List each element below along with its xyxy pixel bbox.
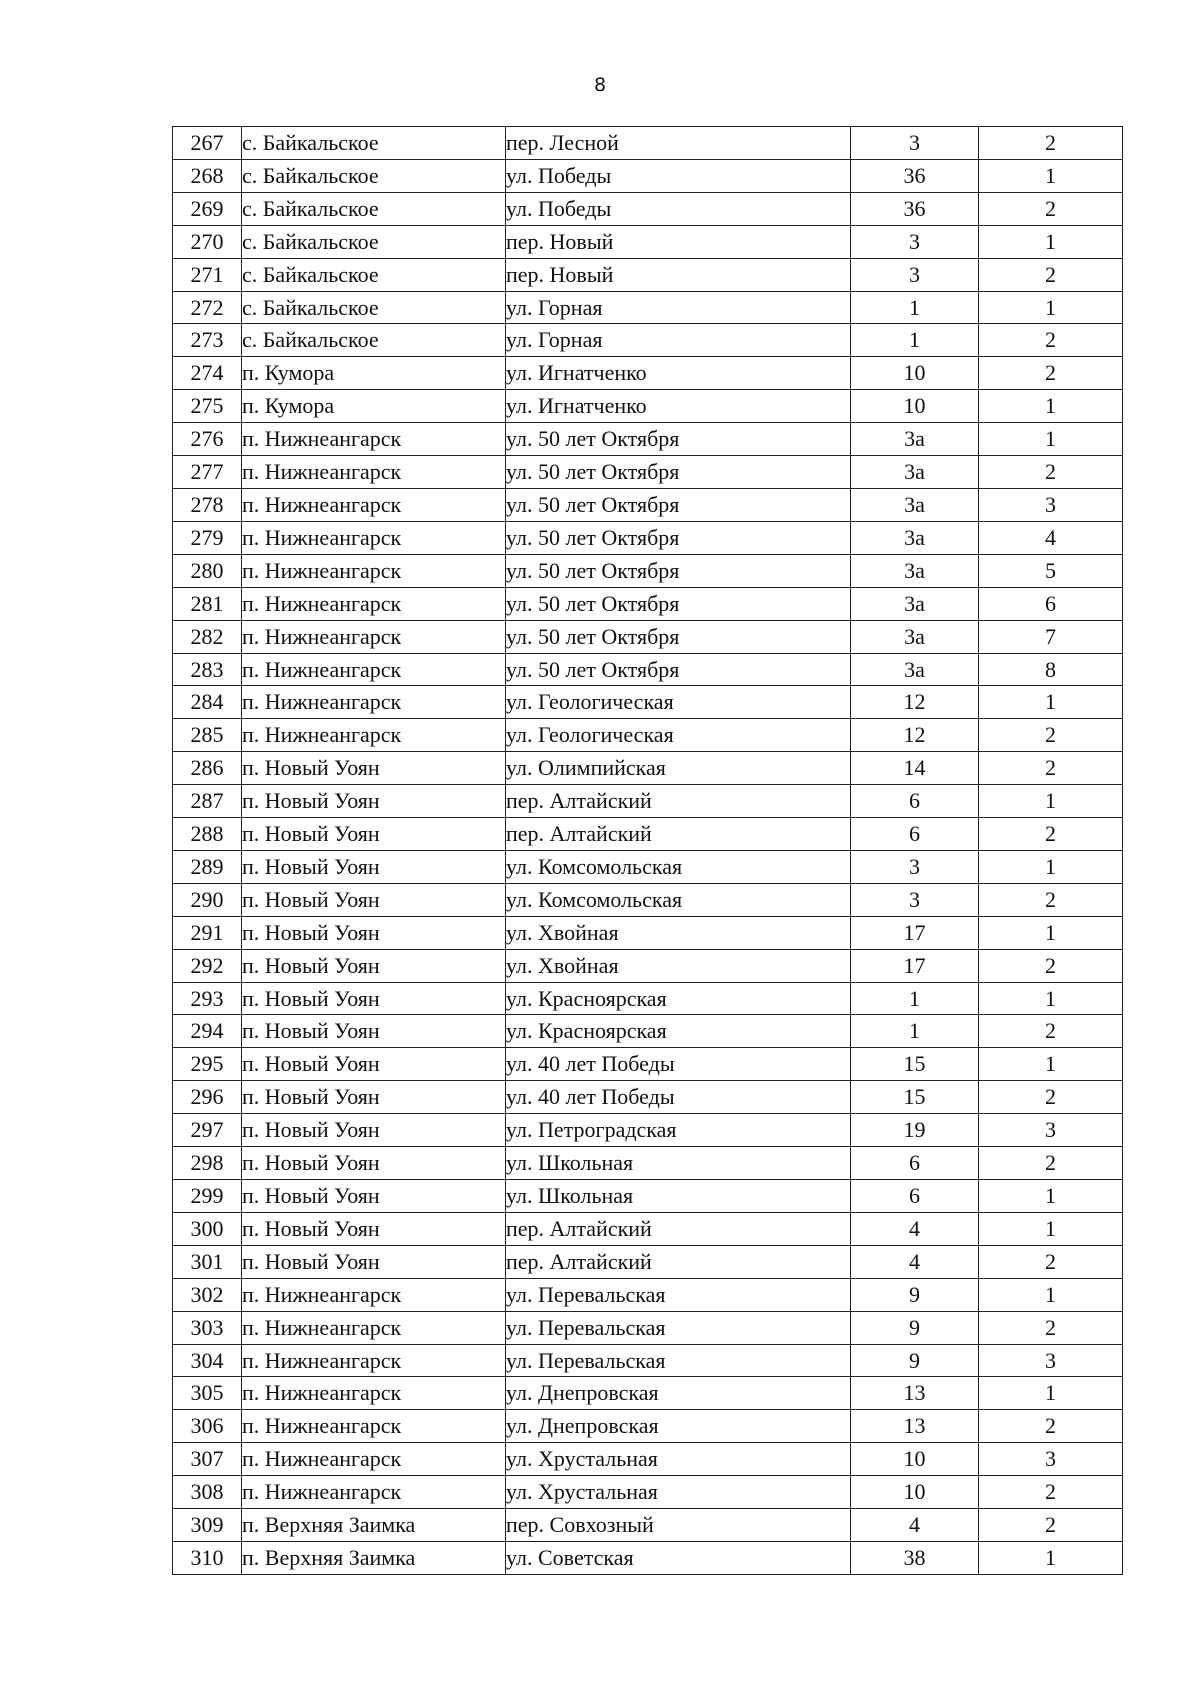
street-cell: ул. Игнатченко xyxy=(506,390,851,423)
house-number-cell: 3 xyxy=(851,883,979,916)
row-number-cell: 307 xyxy=(173,1443,242,1476)
apartment-number-cell: 2 xyxy=(979,357,1123,390)
row-number-cell: 309 xyxy=(173,1509,242,1542)
locality-cell: п. Новый Уоян xyxy=(242,1180,506,1213)
apartment-number-cell: 2 xyxy=(979,324,1123,357)
locality-cell: п. Нижнеангарск xyxy=(242,554,506,587)
street-cell: пер. Лесной xyxy=(506,127,851,160)
row-number-cell: 289 xyxy=(173,850,242,883)
locality-cell: п. Нижнеангарск xyxy=(242,456,506,489)
apartment-number-cell: 2 xyxy=(979,1410,1123,1443)
house-number-cell: 1 xyxy=(851,324,979,357)
apartment-number-cell: 1 xyxy=(979,916,1123,949)
apartment-number-cell: 1 xyxy=(979,1278,1123,1311)
row-number-cell: 287 xyxy=(173,785,242,818)
apartment-number-cell: 2 xyxy=(979,1015,1123,1048)
row-number-cell: 278 xyxy=(173,488,242,521)
row-number-cell: 286 xyxy=(173,752,242,785)
apartment-number-cell: 2 xyxy=(979,1476,1123,1509)
house-number-cell: 3а xyxy=(851,456,979,489)
apartment-number-cell: 1 xyxy=(979,423,1123,456)
street-cell: ул. 50 лет Октября xyxy=(506,521,851,554)
table-row xyxy=(173,1541,1123,1574)
table-row xyxy=(173,258,1123,291)
row-number-cell: 293 xyxy=(173,982,242,1015)
house-number-cell: 15 xyxy=(851,1048,979,1081)
house-number-cell: 36 xyxy=(851,192,979,225)
street-cell: ул. 40 лет Победы xyxy=(506,1081,851,1114)
house-number-cell: 19 xyxy=(851,1114,979,1147)
row-number-cell: 310 xyxy=(173,1541,242,1574)
table-row xyxy=(173,390,1123,423)
table-row xyxy=(173,1377,1123,1410)
table-row xyxy=(173,916,1123,949)
apartment-number-cell: 1 xyxy=(979,686,1123,719)
locality-cell: п. Нижнеангарск xyxy=(242,686,506,719)
table-row xyxy=(173,1180,1123,1213)
table-row xyxy=(173,752,1123,785)
table-row xyxy=(173,521,1123,554)
table-row xyxy=(173,127,1123,160)
locality-cell: п. Новый Уоян xyxy=(242,818,506,851)
house-number-cell: 3а xyxy=(851,587,979,620)
apartment-number-cell: 1 xyxy=(979,785,1123,818)
house-number-cell: 36 xyxy=(851,159,979,192)
apartment-number-cell: 2 xyxy=(979,192,1123,225)
apartment-number-cell: 2 xyxy=(979,883,1123,916)
house-number-cell: 6 xyxy=(851,785,979,818)
house-number-cell: 14 xyxy=(851,752,979,785)
locality-cell: п. Кумора xyxy=(242,357,506,390)
street-cell: ул. Комсомольская xyxy=(506,850,851,883)
row-number-cell: 292 xyxy=(173,949,242,982)
locality-cell: п. Новый Уоян xyxy=(242,883,506,916)
street-cell: ул. Школьная xyxy=(506,1147,851,1180)
locality-cell: п. Новый Уоян xyxy=(242,916,506,949)
locality-cell: п. Новый Уоян xyxy=(242,785,506,818)
locality-cell: с. Байкальское xyxy=(242,258,506,291)
house-number-cell: 4 xyxy=(851,1212,979,1245)
table-row xyxy=(173,1476,1123,1509)
row-number-cell: 300 xyxy=(173,1212,242,1245)
locality-cell: п. Нижнеангарск xyxy=(242,1377,506,1410)
row-number-cell: 273 xyxy=(173,324,242,357)
page-number: 8 xyxy=(593,74,607,96)
apartment-number-cell: 1 xyxy=(979,390,1123,423)
locality-cell: п. Верхняя Заимка xyxy=(242,1541,506,1574)
street-cell: пер. Новый xyxy=(506,225,851,258)
house-number-cell: 1 xyxy=(851,291,979,324)
table-row xyxy=(173,620,1123,653)
table-row xyxy=(173,357,1123,390)
apartment-number-cell: 2 xyxy=(979,1081,1123,1114)
apartment-number-cell: 2 xyxy=(979,752,1123,785)
row-number-cell: 267 xyxy=(173,127,242,160)
table-row xyxy=(173,192,1123,225)
locality-cell: п. Новый Уоян xyxy=(242,949,506,982)
locality-cell: п. Нижнеангарск xyxy=(242,587,506,620)
street-cell: ул. Комсомольская xyxy=(506,883,851,916)
address-table xyxy=(172,126,1123,1575)
table-row xyxy=(173,1278,1123,1311)
locality-cell: п. Верхняя Заимка xyxy=(242,1509,506,1542)
table-row xyxy=(173,1048,1123,1081)
locality-cell: п. Новый Уоян xyxy=(242,982,506,1015)
row-number-cell: 271 xyxy=(173,258,242,291)
row-number-cell: 297 xyxy=(173,1114,242,1147)
house-number-cell: 3 xyxy=(851,127,979,160)
table-row xyxy=(173,587,1123,620)
street-cell: пер. Алтайский xyxy=(506,1245,851,1278)
house-number-cell: 12 xyxy=(851,686,979,719)
apartment-number-cell: 2 xyxy=(979,818,1123,851)
locality-cell: п. Новый Уоян xyxy=(242,1081,506,1114)
house-number-cell: 10 xyxy=(851,390,979,423)
row-number-cell: 281 xyxy=(173,587,242,620)
locality-cell: п. Нижнеангарск xyxy=(242,1344,506,1377)
locality-cell: с. Байкальское xyxy=(242,291,506,324)
table-row xyxy=(173,1410,1123,1443)
table-row xyxy=(173,1114,1123,1147)
street-cell: ул. 50 лет Октября xyxy=(506,653,851,686)
locality-cell: п. Новый Уоян xyxy=(242,1015,506,1048)
table-row xyxy=(173,1344,1123,1377)
street-cell: ул. Хвойная xyxy=(506,916,851,949)
table-row xyxy=(173,1245,1123,1278)
street-cell: ул. 40 лет Победы xyxy=(506,1048,851,1081)
apartment-number-cell: 1 xyxy=(979,225,1123,258)
house-number-cell: 1 xyxy=(851,982,979,1015)
row-number-cell: 288 xyxy=(173,818,242,851)
street-cell: ул. Днепровская xyxy=(506,1410,851,1443)
row-number-cell: 269 xyxy=(173,192,242,225)
table-row xyxy=(173,686,1123,719)
table-row xyxy=(173,653,1123,686)
street-cell: ул. Победы xyxy=(506,192,851,225)
house-number-cell: 3а xyxy=(851,554,979,587)
row-number-cell: 306 xyxy=(173,1410,242,1443)
locality-cell: п. Новый Уоян xyxy=(242,752,506,785)
row-number-cell: 283 xyxy=(173,653,242,686)
house-number-cell: 17 xyxy=(851,916,979,949)
house-number-cell: 4 xyxy=(851,1509,979,1542)
row-number-cell: 298 xyxy=(173,1147,242,1180)
locality-cell: п. Нижнеангарск xyxy=(242,521,506,554)
street-cell: ул. Геологическая xyxy=(506,686,851,719)
row-number-cell: 294 xyxy=(173,1015,242,1048)
house-number-cell: 3 xyxy=(851,258,979,291)
house-number-cell: 3 xyxy=(851,225,979,258)
locality-cell: п. Новый Уоян xyxy=(242,1114,506,1147)
apartment-number-cell: 3 xyxy=(979,488,1123,521)
apartment-number-cell: 1 xyxy=(979,1541,1123,1574)
house-number-cell: 4 xyxy=(851,1245,979,1278)
table-row xyxy=(173,850,1123,883)
house-number-cell: 6 xyxy=(851,1180,979,1213)
table-row xyxy=(173,1212,1123,1245)
locality-cell: с. Байкальское xyxy=(242,192,506,225)
house-number-cell: 17 xyxy=(851,949,979,982)
locality-cell: п. Кумора xyxy=(242,390,506,423)
street-cell: ул. 50 лет Октября xyxy=(506,423,851,456)
table-row xyxy=(173,1443,1123,1476)
house-number-cell: 13 xyxy=(851,1410,979,1443)
apartment-number-cell: 2 xyxy=(979,1509,1123,1542)
house-number-cell: 12 xyxy=(851,719,979,752)
table-row xyxy=(173,1147,1123,1180)
apartment-number-cell: 6 xyxy=(979,587,1123,620)
row-number-cell: 290 xyxy=(173,883,242,916)
table-row xyxy=(173,949,1123,982)
house-number-cell: 3а xyxy=(851,620,979,653)
apartment-number-cell: 3 xyxy=(979,1114,1123,1147)
locality-cell: п. Нижнеангарск xyxy=(242,653,506,686)
apartment-number-cell: 1 xyxy=(979,1212,1123,1245)
row-number-cell: 296 xyxy=(173,1081,242,1114)
street-cell: пер. Алтайский xyxy=(506,818,851,851)
apartment-number-cell: 1 xyxy=(979,1377,1123,1410)
row-number-cell: 303 xyxy=(173,1311,242,1344)
street-cell: ул. Перевальская xyxy=(506,1344,851,1377)
street-cell: пер. Новый xyxy=(506,258,851,291)
row-number-cell: 304 xyxy=(173,1344,242,1377)
table-row xyxy=(173,1509,1123,1542)
table-row xyxy=(173,1081,1123,1114)
street-cell: ул. Петроградская xyxy=(506,1114,851,1147)
row-number-cell: 285 xyxy=(173,719,242,752)
row-number-cell: 270 xyxy=(173,225,242,258)
table-row xyxy=(173,225,1123,258)
apartment-number-cell: 2 xyxy=(979,1245,1123,1278)
street-cell: пер. Алтайский xyxy=(506,785,851,818)
row-number-cell: 277 xyxy=(173,456,242,489)
house-number-cell: 9 xyxy=(851,1278,979,1311)
street-cell: ул. Хрустальная xyxy=(506,1476,851,1509)
apartment-number-cell: 2 xyxy=(979,1311,1123,1344)
locality-cell: п. Новый Уоян xyxy=(242,1245,506,1278)
house-number-cell: 3а xyxy=(851,423,979,456)
street-cell: ул. 50 лет Октября xyxy=(506,554,851,587)
locality-cell: п. Нижнеангарск xyxy=(242,620,506,653)
apartment-number-cell: 4 xyxy=(979,521,1123,554)
street-cell: ул. Хвойная xyxy=(506,949,851,982)
row-number-cell: 282 xyxy=(173,620,242,653)
table-row xyxy=(173,818,1123,851)
locality-cell: п. Нижнеангарск xyxy=(242,1443,506,1476)
street-cell: ул. Красноярская xyxy=(506,982,851,1015)
house-number-cell: 6 xyxy=(851,818,979,851)
apartment-number-cell: 7 xyxy=(979,620,1123,653)
apartment-number-cell: 1 xyxy=(979,1180,1123,1213)
street-cell: пер. Совхозный xyxy=(506,1509,851,1542)
apartment-number-cell: 5 xyxy=(979,554,1123,587)
apartment-number-cell: 2 xyxy=(979,258,1123,291)
locality-cell: п. Нижнеангарск xyxy=(242,1476,506,1509)
row-number-cell: 276 xyxy=(173,423,242,456)
row-number-cell: 308 xyxy=(173,1476,242,1509)
locality-cell: с. Байкальское xyxy=(242,127,506,160)
address-table-body xyxy=(173,127,1123,1575)
locality-cell: п. Новый Уоян xyxy=(242,1147,506,1180)
apartment-number-cell: 2 xyxy=(979,949,1123,982)
apartment-number-cell: 1 xyxy=(979,291,1123,324)
house-number-cell: 9 xyxy=(851,1344,979,1377)
row-number-cell: 268 xyxy=(173,159,242,192)
table-row xyxy=(173,1311,1123,1344)
house-number-cell: 3а xyxy=(851,653,979,686)
locality-cell: п. Нижнеангарск xyxy=(242,423,506,456)
street-cell: ул. Победы xyxy=(506,159,851,192)
house-number-cell: 15 xyxy=(851,1081,979,1114)
row-number-cell: 272 xyxy=(173,291,242,324)
apartment-number-cell: 1 xyxy=(979,159,1123,192)
street-cell: ул. Горная xyxy=(506,324,851,357)
table-row xyxy=(173,982,1123,1015)
table-row xyxy=(173,488,1123,521)
table-row xyxy=(173,785,1123,818)
table-row xyxy=(173,291,1123,324)
street-cell: ул. Геологическая xyxy=(506,719,851,752)
table-row xyxy=(173,456,1123,489)
street-cell: ул. Олимпийская xyxy=(506,752,851,785)
locality-cell: п. Нижнеангарск xyxy=(242,719,506,752)
apartment-number-cell: 1 xyxy=(979,982,1123,1015)
street-cell: ул. 50 лет Октября xyxy=(506,488,851,521)
apartment-number-cell: 1 xyxy=(979,850,1123,883)
apartment-number-cell: 3 xyxy=(979,1344,1123,1377)
table-row xyxy=(173,159,1123,192)
street-cell: ул. Перевальская xyxy=(506,1311,851,1344)
street-cell: ул. Хрустальная xyxy=(506,1443,851,1476)
row-number-cell: 302 xyxy=(173,1278,242,1311)
apartment-number-cell: 2 xyxy=(979,456,1123,489)
locality-cell: п. Нижнеангарск xyxy=(242,1410,506,1443)
locality-cell: п. Нижнеангарск xyxy=(242,1278,506,1311)
locality-cell: п. Нижнеангарск xyxy=(242,488,506,521)
locality-cell: п. Новый Уоян xyxy=(242,1212,506,1245)
street-cell: ул. Перевальская xyxy=(506,1278,851,1311)
row-number-cell: 301 xyxy=(173,1245,242,1278)
house-number-cell: 1 xyxy=(851,1015,979,1048)
apartment-number-cell: 3 xyxy=(979,1443,1123,1476)
house-number-cell: 38 xyxy=(851,1541,979,1574)
locality-cell: с. Байкальское xyxy=(242,324,506,357)
house-number-cell: 13 xyxy=(851,1377,979,1410)
row-number-cell: 275 xyxy=(173,390,242,423)
row-number-cell: 299 xyxy=(173,1180,242,1213)
table-row xyxy=(173,423,1123,456)
table-row xyxy=(173,324,1123,357)
street-cell: ул. Красноярская xyxy=(506,1015,851,1048)
row-number-cell: 284 xyxy=(173,686,242,719)
house-number-cell: 3а xyxy=(851,521,979,554)
row-number-cell: 291 xyxy=(173,916,242,949)
street-cell: ул. Советская xyxy=(506,1541,851,1574)
locality-cell: с. Байкальское xyxy=(242,225,506,258)
apartment-number-cell: 2 xyxy=(979,719,1123,752)
house-number-cell: 3а xyxy=(851,488,979,521)
apartment-number-cell: 2 xyxy=(979,127,1123,160)
house-number-cell: 3 xyxy=(851,850,979,883)
table-row xyxy=(173,719,1123,752)
house-number-cell: 10 xyxy=(851,357,979,390)
street-cell: ул. 50 лет Октября xyxy=(506,587,851,620)
street-cell: ул. 50 лет Октября xyxy=(506,620,851,653)
row-number-cell: 280 xyxy=(173,554,242,587)
apartment-number-cell: 2 xyxy=(979,1147,1123,1180)
row-number-cell: 274 xyxy=(173,357,242,390)
house-number-cell: 10 xyxy=(851,1443,979,1476)
table-row xyxy=(173,1015,1123,1048)
table-row xyxy=(173,883,1123,916)
house-number-cell: 6 xyxy=(851,1147,979,1180)
row-number-cell: 295 xyxy=(173,1048,242,1081)
table-row xyxy=(173,554,1123,587)
street-cell: ул. Игнатченко xyxy=(506,357,851,390)
house-number-cell: 10 xyxy=(851,1476,979,1509)
house-number-cell: 9 xyxy=(851,1311,979,1344)
apartment-number-cell: 8 xyxy=(979,653,1123,686)
street-cell: ул. Днепровская xyxy=(506,1377,851,1410)
street-cell: ул. Школьная xyxy=(506,1180,851,1213)
street-cell: ул. 50 лет Октября xyxy=(506,456,851,489)
row-number-cell: 305 xyxy=(173,1377,242,1410)
street-cell: пер. Алтайский xyxy=(506,1212,851,1245)
locality-cell: п. Новый Уоян xyxy=(242,850,506,883)
locality-cell: с. Байкальское xyxy=(242,159,506,192)
street-cell: ул. Горная xyxy=(506,291,851,324)
locality-cell: п. Нижнеангарск xyxy=(242,1311,506,1344)
apartment-number-cell: 1 xyxy=(979,1048,1123,1081)
locality-cell: п. Новый Уоян xyxy=(242,1048,506,1081)
row-number-cell: 279 xyxy=(173,521,242,554)
